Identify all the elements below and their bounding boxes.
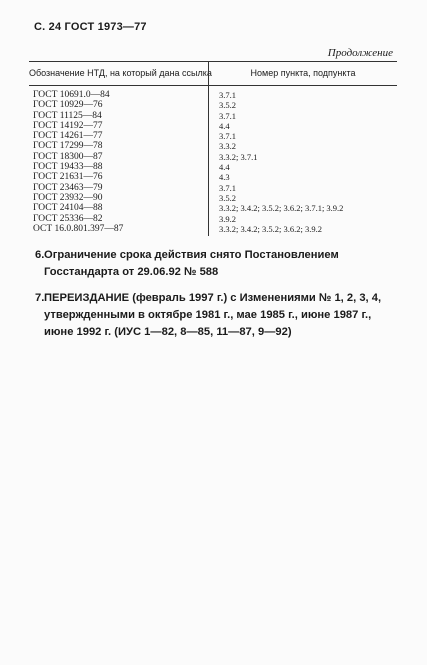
item-numbers: 4.4 — [219, 162, 230, 173]
document-designation: ГОСТ 21631—76 — [33, 172, 103, 183]
paragraph-number: 7. — [35, 292, 45, 304]
item-numbers: 3.5.2 — [219, 192, 236, 203]
document-designation: ОСТ 16.0.801.397—87 — [33, 223, 124, 234]
item-numbers: 3.3.2; 3.7.1 — [219, 151, 258, 162]
paragraph-7 — [35, 290, 400, 341]
table-row — [29, 172, 397, 182]
document-designation: ГОСТ 17299—78 — [33, 141, 103, 152]
table-row — [29, 121, 397, 131]
table-row — [29, 141, 397, 151]
item-numbers: 4.3 — [219, 172, 230, 183]
continuation-label: Продолжение — [327, 47, 393, 59]
table-row — [29, 131, 397, 141]
table-row — [29, 183, 397, 193]
paragraph-number: 6. — [35, 249, 45, 261]
table-row — [29, 203, 397, 213]
item-numbers: 3.3.2; 3.4.2; 3.5.2; 3.6.2; 3.7.1; 3.9.2 — [219, 203, 344, 214]
paragraph-6 — [35, 247, 400, 281]
document-designation: ГОСТ 11125—84 — [33, 110, 102, 121]
item-numbers: 3.7.1 — [219, 90, 236, 100]
item-numbers: 4.4 — [219, 120, 230, 131]
table-row — [29, 111, 397, 121]
table-row — [29, 162, 397, 172]
document-designation: ГОСТ 18300—87 — [33, 151, 103, 162]
item-numbers: 3.7.1 — [219, 182, 236, 193]
table-row — [29, 214, 397, 224]
page-header: С. 24 ГОСТ 1973—77 — [34, 21, 147, 33]
document-designation: ГОСТ 10929—76 — [33, 100, 103, 111]
table-row — [29, 90, 397, 100]
table-row — [29, 100, 397, 110]
table-header — [29, 62, 397, 86]
document-designation: ГОСТ 19433—88 — [33, 162, 103, 173]
paragraph-text: Ограничение срока действия снято Постановлением Госстандарта от 29.06.92 № 588 — [44, 249, 339, 278]
document-designation: ГОСТ 23463—79 — [33, 182, 103, 193]
item-numbers: 3.7.1 — [219, 110, 236, 121]
column-divider — [208, 86, 209, 236]
column-header-document: Обозначение НТД, на который дана ссылка — [29, 68, 212, 78]
table-row — [29, 193, 397, 203]
column-header-item: Номер пункта, подпункта — [250, 68, 356, 78]
item-numbers: 3.5.2 — [219, 100, 236, 111]
item-numbers: 3.3.2; 3.4.2; 3.5.2; 3.6.2; 3.9.2 — [219, 223, 322, 234]
document-designation: ГОСТ 14192—77 — [33, 120, 103, 131]
paragraph-text: ПЕРЕИЗДАНИЕ (февраль 1997 г.) с Изменениями № 1, 2, 3, 4, утвержденными в октябре 1981 г., мае 1985 г., июне 1987 г., июне 1992 г. (ИУС 1—82, 8—85, 11—87, 9—92) — [44, 292, 382, 338]
item-numbers: 3.7.1 — [219, 131, 236, 142]
document-designation: ГОСТ 24104—88 — [33, 203, 103, 214]
item-numbers: 3.3.2 — [219, 141, 236, 152]
document-designation: ГОСТ 14261—77 — [33, 131, 103, 142]
references-table — [29, 61, 397, 234]
item-numbers: 3.9.2 — [219, 213, 236, 224]
document-designation: ГОСТ 23932—90 — [33, 192, 103, 203]
document-designation: ГОСТ 25336—82 — [33, 213, 103, 224]
document-designation: ГОСТ 10691.0—84 — [33, 90, 110, 100]
table-row — [29, 224, 397, 234]
table-body — [29, 86, 397, 234]
table-row — [29, 152, 397, 162]
